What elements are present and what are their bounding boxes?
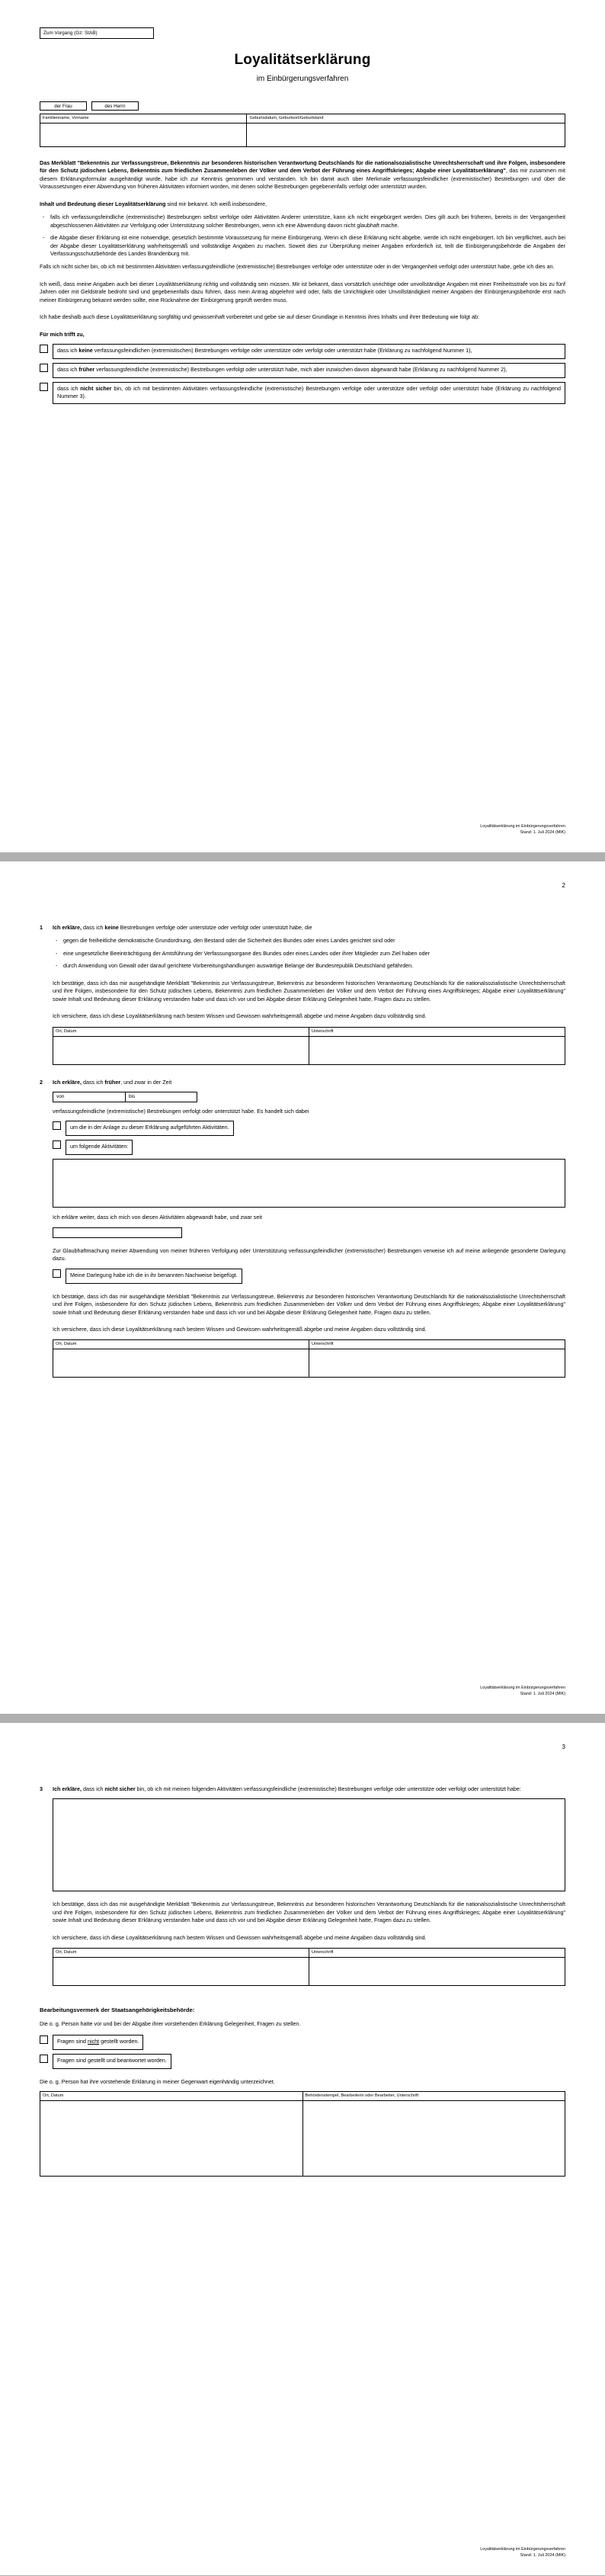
footer-line-2: Stand: 1. Juli 2024 (MIK) <box>520 829 565 835</box>
option-nicht-sicher-bold: nicht sicher <box>80 385 112 393</box>
amt-line-2: Die o. g. Person hat ihre vorstehende Erklärung in meiner Gegenwart eigenhändig unterzeichnet. <box>40 2077 275 2085</box>
vorgang-field[interactable] <box>40 27 154 39</box>
option-nicht-sicher-pre: dass ich <box>57 385 81 393</box>
checkbox-keine[interactable] <box>40 345 48 353</box>
footer-line-1: Loyalitätserklärung im Einbürgerungsverfahren <box>480 2546 565 2552</box>
section-2-lead-rest: dass ich <box>81 1078 105 1086</box>
option-keine-row[interactable] <box>40 344 565 359</box>
page-title: Loyalitätserklärung <box>234 52 371 68</box>
footer-line-1: Loyalitätserklärung im Einbürgerungsverfahren <box>480 823 565 829</box>
footer-line-2: Stand: 1. Juli 2024 (MIK) <box>520 2552 565 2558</box>
person-table <box>40 114 565 147</box>
section-3-lead-rest: dass ich <box>81 1785 105 1792</box>
section-2-option-1-row[interactable] <box>53 1121 565 1136</box>
amt-ort-datum-label: Ort, Datum <box>40 2092 303 2101</box>
section-1-assure: Ich versichere, dass ich diese Loyalitätserklärung nach bestem Wissen und Gewissen wahrheitsgemäß abgebe und meine Angaben dazu vollständig sind. <box>53 1012 427 1020</box>
list-item: - durch Anwendung von Gewalt oder darauf gerichtete Vorbereitungshandlungen auswärtige Belange der Bundesrepublik Deutschland gefährden. <box>63 962 565 970</box>
inhalt-paragraph <box>40 200 565 208</box>
section-2-option-2-text: um folgende Aktivitäten: <box>66 1140 133 1155</box>
option-keine-pre: dass ich <box>57 347 79 354</box>
list-item: - eine ungesetzliche Beeinträchtigung der Amtsführung der Verfassungsorgane des Bundes oder eines Landes oder ihrer Mitglieder zum Ziel haben oder <box>63 950 565 958</box>
section-2-signature-table <box>53 1339 565 1378</box>
ort-datum-label: Ort, Datum <box>53 1340 309 1349</box>
section-1-lead-rest: dass ich <box>81 924 105 931</box>
page-separator <box>0 852 605 861</box>
checkbox-folgende-aktivitaeten[interactable] <box>53 1140 61 1149</box>
name-input[interactable] <box>40 124 247 147</box>
amt-section <box>40 2006 565 2177</box>
amt-option-2-row[interactable] <box>40 2054 565 2069</box>
amt-bearbeiter-label: Behördenstempel, Bearbeiterin oder Bearbeiter, Unterschrift <box>302 2092 565 2101</box>
amt-bearbeiter-input[interactable] <box>302 2101 565 2177</box>
page-subtitle: im Einbürgerungsverfahren <box>256 74 349 83</box>
option-frueher-post: verfassungsfeindliche (extremistische) Bestrebungen verfolgt oder unterstützt habe, mich aber inzwischen davon abgewandt habe (Erklärung zu nachfolgend Nummer 2), <box>94 366 507 374</box>
section-1-confirm: Ich bestätige, dass ich das mir ausgehändigte Merkblatt "Bekenntnis zur Verfassungstreue, Bekenntnis zur besonderen historischen Verantwortung Deutschlands für die nationalsozialistische Unrechtsherrschaft und ihre Folgen, insbesondere für den Schutz jüdischen Lebens, Bekenntnis zum friedlichen Zusammenleben der Völker und dem Verbot der Führung eines Angriffskrieges; Abgabe einer Loyalitätserklärung" sowie Inhalt und Bedeutung dieser Erklärung verstanden habe und dass ich vor und bei Abgabe dieser Erklärung Gelegenheit hatte, Fragen dazu zu stellen. <box>53 979 565 1002</box>
amt-option-1-pre: Fragen sind <box>57 2037 88 2045</box>
amt-signature-table <box>40 2091 565 2177</box>
ort-datum-label: Ort, Datum <box>53 1027 309 1036</box>
name-header: Familienname, Vorname <box>40 114 247 124</box>
section-2-erklaere-weiter: Ich erkläre weiter, dass ich mich von diesen Aktivitäten abgewandt habe, und zwar seit <box>53 1214 262 1221</box>
page-number-3: 3 <box>562 1744 565 1750</box>
checkbox-nicht-sicher[interactable] <box>40 383 48 391</box>
unterschrift-label: Unterschrift <box>309 1949 565 1958</box>
section-3 <box>40 1785 565 1986</box>
ort-datum-input[interactable] <box>53 1958 309 1986</box>
ort-datum-label: Ort, Datum <box>53 1949 309 1958</box>
section-3-textarea[interactable] <box>53 1798 565 1891</box>
option-nicht-sicher-post: bin, ob ich mit bestimmten Aktivitäten verfassungsfeindliche (extremistische) Bestrebungen verfolge oder unterstütze oder verfolgt oder unterstützt habe (Erklärung zu nachfolgend Nummer 3). <box>57 385 561 400</box>
option-nicht-sicher-text <box>53 382 565 404</box>
list-item: - die Abgabe dieser Erklärung ist eine notwendige, gesetzlich bestimmte Voraussetzung für meine Einbürgerung. Wenn ich diese Erklärung nicht abgebe, werde ich nicht eingebürgert. Ich bin verpflichtet, auch bei der Abgabe dieser Loyalitätserklärung wahrheitsgemäß und vollständige Angaben zu machen. Soweit dies zur Überprüfung meiner Angaben erforderlich ist, teilt die Einbürgerungsbehörde die Angaben der Verfassungsschutzbehörde des Landes Brandenburg mit. <box>50 234 565 258</box>
intro-rest: , das mir zusammen mit diesem Erklärungsformular ausgehändigt wurde, habe ich zur Kenntnis genommen und verstanden. Ich bin damit auch über Merkmale verfassungsfeindlicher (extremistischer) Bestrebungen und über die Voraussetzungen einer Abwendung von früheren Aktivitäten informiert worden, mit denen solche Bestrebungen gegebenenfalls verfolgt oder unterstützt wurden. <box>40 167 565 191</box>
section-2-option-1-text: um die in der Anlage zu dieser Erklärung aufgeführten Aktivitäten. <box>66 1121 234 1136</box>
amt-option-1-text <box>53 2035 143 2050</box>
section-1-lead-tail: Bestrebungen verfolge oder unterstütze oder verfolgt oder unterstützt habe, die <box>118 924 312 931</box>
option-keine-bold: keine <box>78 347 93 354</box>
page-footer <box>480 2546 565 2558</box>
checkbox-fragen-beantwortet[interactable] <box>40 2055 48 2063</box>
section-2-option-2-row[interactable] <box>53 1140 565 1155</box>
unterschrift-input[interactable] <box>309 1349 565 1378</box>
inhalt-rest: sind mir bekannt. Ich weiß insbesondere, <box>165 200 267 207</box>
amt-ort-datum-input[interactable] <box>40 2101 303 2177</box>
intro-bullets <box>40 213 565 258</box>
intro-bold: Das Merkblatt "Bekenntnis zur Verfassungstreue, Bekenntnis zur besonderen historischen Verantwortung Deutschlands für die nationalsozialistische Unrechtsherrschaft und ihre Folgen, insbesondere für den Schutz jüdischen Lebens, Bekenntnis zum friedlichen Zusammenleben der Völker und dem Verbot der Führung eines Angriffskrieges; Abgabe einer Loyalitätserklärung" <box>40 159 565 175</box>
option-frueher-text <box>53 363 565 378</box>
section-2-glaub: Zur Glaubhaftmachung meiner Abwendung von meiner früheren Verfolgung oder Unterstützung verfassungsfeindlicher (extremistischer) Bestrebungen verweise ich auf meine anliegende gesonderte Darlegung dazu. <box>53 1246 565 1262</box>
section-2-assure: Ich versichere, dass ich diese Loyalitätserklärung nach bestem Wissen und Gewissen wahrheitsgemäß abgebe und meine Angaben dazu vollständig sind. <box>53 1326 427 1333</box>
section-2-frueher: früher <box>104 1078 121 1086</box>
page-footer <box>480 1685 565 1697</box>
page-3 <box>0 1723 605 2575</box>
salutation-herr[interactable]: des Herrn <box>91 101 139 111</box>
checkbox-frueher[interactable] <box>40 364 48 372</box>
amt-option-1-post: gestellt worden. <box>99 2037 139 2045</box>
period-fields[interactable] <box>53 1092 197 1102</box>
section-1-bullets <box>53 937 565 970</box>
unterschrift-label: Unterschrift <box>309 1027 565 1036</box>
section-1 <box>40 924 565 1065</box>
period-von-input[interactable]: von <box>53 1092 125 1102</box>
section-1-signature-table <box>53 1027 565 1065</box>
ort-datum-input[interactable] <box>53 1036 309 1064</box>
checkbox-nachweise[interactable] <box>53 1269 61 1278</box>
section-3-lead-bold: Ich erkläre, <box>53 1785 82 1792</box>
salutation-row <box>40 101 565 111</box>
option-frueher-bold: früher <box>78 366 95 374</box>
unterschrift-input[interactable] <box>309 1036 565 1064</box>
section-2-darlegung-text: Meine Darlegung habe ich die in ihr benannten Nachweise beigefügt. <box>66 1269 242 1284</box>
page-2 <box>0 861 605 1714</box>
section-2-lead <box>53 1079 565 1086</box>
list-item: - falls ich verfassungsfeindliche (extremistische) Bestrebungen selbst verfolge oder Aktivitäten Anderer unterstütze, kann ich nicht eingebürgert werden. Dies gilt auch bei früheren, bereits in der Vergangenheit abgeschlossenen Aktivitäten zur Verfolgung oder Unterstützung solcher Bestrebungen, wenn ich eine Abwendung davon nicht glaubhaft mache. <box>50 213 565 229</box>
section-3-confirm: Ich bestätige, dass ich das mir ausgehändigte Merkblatt "Bekenntnis zur Verfassungstreue, Bekenntnis zur besonderen historischen Verantwortung Deutschlands für die nationalsozialistische Unrechtsherrschaft und ihre Folgen, insbesondere für den Schutz jüdischen Lebens, Bekenntnis zum friedlichen Zusammenleben der Völker und dem Verbot der Führung eines Angriffskrieges; Abgabe einer Loyalitätserklärung" sowie Inhalt und Bedeutung dieser Erklärung verstanden habe und dass ich vor und bei Abgabe dieser Erklärung Gelegenheit hatte, Fragen dazu zu stellen. <box>53 1901 565 1924</box>
zutrifft-heading: Für mich trifft zu, <box>40 330 85 338</box>
para-falls: Falls ich nicht sicher bin, ob ich mit bestimmten Aktivitäten verfassungsfeindliche (extremistische) Bestrebungen verfolge oder unterstütze oder in der Vergangenheit verfolgt oder unterstützt habe, gebe ich dies an. <box>40 263 555 271</box>
page-number-2: 2 <box>562 882 565 889</box>
para-habe: Ich habe deshalb auch diese Loyalitätserklärung sorgfältig und gewissenhaft vorbereitet und gebe sie auf dieser Grundlage in Kenntnis ihres Inhalts und ihrer Bedeutung wie folgt ab: <box>40 313 479 321</box>
footer-line-2: Stand: 1. Juli 2024 (MIK) <box>520 1691 565 1696</box>
checkbox-keine-fragen[interactable] <box>40 2035 48 2044</box>
birth-input[interactable] <box>247 124 565 147</box>
para-weiss: Ich weiß, dass meine Angaben auch bei dieser Loyalitätserklärung richtig und vollständig sein müssen. Mir ist bekannt, dass vorsätzlich unrichtige oder unvollständige Angaben mit einer Freiheitsstrafe von bis zu fünf Jahren oder mit Geldstrafe bedroht sind und gegebenenfalls dazu führen, dass mein Antrag abgelehnt wird oder, falls die Unrichtigkeit oder Unvollständigkeit meiner Angaben der Einbürgerungsbehörde erst nach meiner Einbürgerung bekannt werden sollte, eine Rücknahme der Einbürgerung geprüft werden muss. <box>40 280 565 303</box>
birth-header: Geburtsdatum, Geburtsort/Geburtsland <box>247 114 565 124</box>
section-2-after: verfassungsfeindliche (extremistische) Bestrebungen verfolgt oder unterstützt habe. Es handelt sich dabei <box>53 1107 309 1115</box>
section-2-lead-tail: , und zwar in der Zeit <box>120 1078 172 1086</box>
section-3-assure: Ich versichere, dass ich diese Loyalitätserklärung nach bestem Wissen und Gewissen wahrheitsgemäß abgebe und meine Angaben dazu vollständig sind. <box>53 1933 427 1941</box>
page-separator <box>0 1714 605 1723</box>
intro-paragraph <box>40 159 565 191</box>
amt-option-2-text: Fragen sind gestellt und beantwortet worden. <box>53 2054 171 2069</box>
amt-line-1: Die o. g. Person hatte vor und bei der Abgabe ihrer vorstehenden Erklärung Gelegenheit, Fragen zu stellen. <box>40 2020 301 2028</box>
period-bis-input[interactable]: bis <box>125 1092 197 1102</box>
section-2-number: 2 <box>40 1078 43 1086</box>
section-2-nachweise-row[interactable] <box>53 1269 565 1284</box>
option-frueher-pre: dass ich <box>57 366 79 374</box>
page-1 <box>0 0 605 852</box>
amt-option-1-row[interactable] <box>40 2035 565 2050</box>
section-1-lead-bold: Ich erkläre, <box>53 924 82 931</box>
section-3-signature-table <box>53 1948 565 1986</box>
abwendung-seit-input[interactable] <box>53 1227 182 1238</box>
section-1-keine: keine <box>104 924 119 931</box>
salutation-frau[interactable]: der Frau <box>40 101 87 111</box>
vorgang-label: Zum Vorgang (Gz: StAB) <box>43 30 98 36</box>
ort-datum-input[interactable] <box>53 1349 309 1378</box>
section-1-lead <box>53 924 565 932</box>
section-2-lead-bold: Ich erkläre, <box>53 1078 82 1086</box>
option-nicht-sicher-row[interactable] <box>40 382 565 404</box>
amt-option-1-underline: nicht <box>87 2037 100 2045</box>
option-keine-post: verfassungsfeindlichen (extremistischen) Bestrebungen verfolge oder unterstütze oder verfolgt oder unterstützt habe (Erklärung zu nachfolgend Nummer 1), <box>92 347 472 354</box>
inhalt-heading: Inhalt und Bedeutung dieser Loyalitätserklärung <box>40 200 166 207</box>
unterschrift-input[interactable] <box>309 1958 565 1986</box>
section-3-number: 3 <box>40 1785 43 1792</box>
section-3-lead <box>53 1785 565 1793</box>
checkbox-anlage[interactable] <box>53 1121 61 1130</box>
section-3-nicht-sicher: nicht sicher <box>104 1785 136 1792</box>
option-keine-text <box>53 344 565 359</box>
footer-line-1: Loyalitätserklärung im Einbürgerungsverfahren <box>480 1685 565 1690</box>
section-1-number: 1 <box>40 924 43 931</box>
option-frueher-row[interactable] <box>40 363 565 378</box>
unterschrift-label: Unterschrift <box>309 1340 565 1349</box>
amt-heading: Bearbeitungsvermerk der Staatsangehörigkeitsbehörde: <box>40 2007 195 2014</box>
section-3-lead-tail: bin, ob ich mit meinen folgenden Aktivitäten verfassungsfeindliche (extremistische) Bestrebungen verfolge oder unterstütze oder verfolgt oder unterstützt habe: <box>135 1785 521 1792</box>
page-footer <box>480 823 565 836</box>
section-2-confirm: Ich bestätige, dass ich das mir ausgehändigte Merkblatt "Bekenntnis zur Verfassungstreue, Bekenntnis zur besonderen historischen Verantwortung Deutschlands für die nationalsozialistische Unrechtsherrschaft und ihre Folgen, insbesondere für den Schutz jüdischen Lebens, Bekenntnis zum friedlichen Zusammenleben der Völker und dem Verbot der Führung eines Angriffskrieges; Abgabe einer Loyalitätserklärung" sowie Inhalt und Bedeutung dieser Erklärung verstanden habe und dass ich vor und bei Abgabe dieser Erklärung Gelegenheit hatte, Fragen dazu zu stellen. <box>53 1292 565 1316</box>
section-2 <box>40 1079 565 1378</box>
aktivitaeten-textarea[interactable] <box>53 1159 565 1208</box>
list-item: - gegen die freiheitliche demokratische Grundordnung, den Bestand oder die Sicherheit des Bundes oder eines Landes gerichtet sind oder <box>63 937 565 945</box>
